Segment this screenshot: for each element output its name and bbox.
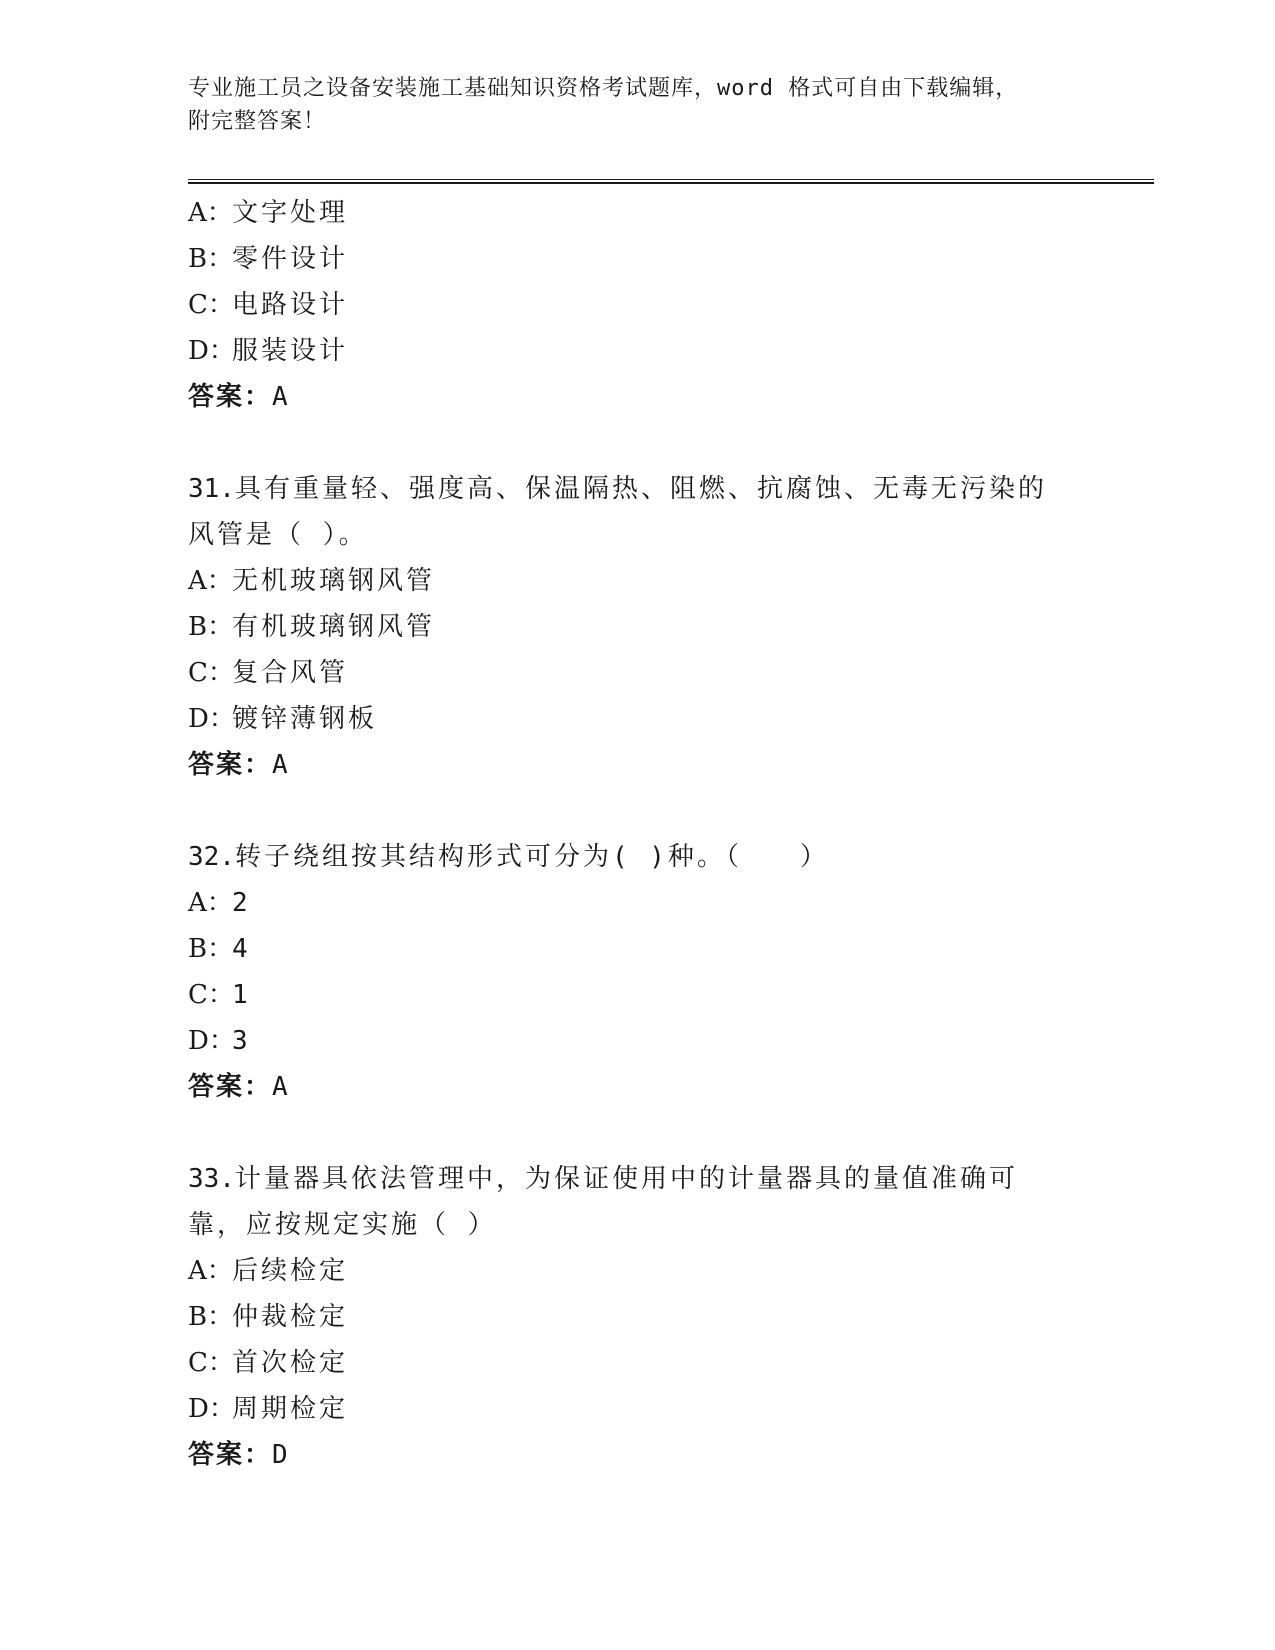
answer-line xyxy=(188,1432,1088,1478)
option-key: C： xyxy=(188,658,234,688)
answer-label: 答案： xyxy=(188,1072,273,1102)
option-text: 2 xyxy=(232,888,251,918)
option-key: A： xyxy=(188,566,233,596)
option-a xyxy=(188,880,1088,926)
option-key: A： xyxy=(188,888,233,918)
spacer xyxy=(188,1110,1088,1156)
option-key: C： xyxy=(188,980,234,1010)
option-key: B： xyxy=(188,244,234,274)
option-text: 电路设计 xyxy=(232,290,349,320)
option-key: D： xyxy=(188,704,235,734)
option-key: B： xyxy=(188,612,234,642)
spacer xyxy=(188,788,1088,834)
option-text: 有机玻璃钢风管 xyxy=(232,612,436,642)
answer-value: D xyxy=(272,1440,290,1470)
option-key: D： xyxy=(188,1026,235,1056)
question-stem xyxy=(188,1156,1068,1248)
option-d xyxy=(188,328,1088,374)
answer-line xyxy=(188,374,1088,420)
option-key: B： xyxy=(188,1302,234,1332)
option-b xyxy=(188,236,1088,282)
option-text: 4 xyxy=(232,934,251,964)
answer-line xyxy=(188,742,1088,788)
question-31 xyxy=(188,466,1088,788)
option-key: C： xyxy=(188,1348,234,1378)
document-header xyxy=(188,72,1088,138)
answer-value: A xyxy=(272,750,290,780)
option-text: 服装设计 xyxy=(232,336,349,366)
header-divider xyxy=(188,179,1154,184)
option-text: 3 xyxy=(232,1026,251,1056)
option-text: 文字处理 xyxy=(232,198,349,228)
option-c xyxy=(188,650,1088,696)
answer-label: 答案： xyxy=(188,382,273,412)
option-text: 镀锌薄钢板 xyxy=(232,704,378,734)
question-stem xyxy=(188,834,1068,880)
question-33 xyxy=(188,1156,1088,1478)
spacer xyxy=(188,420,1088,466)
question-number: 32. xyxy=(188,842,235,872)
header-line-1: 专业施工员之设备安装施工基础知识资格考试题库，word 格式可自由下载编辑， xyxy=(188,76,1019,101)
option-b xyxy=(188,1294,1088,1340)
option-a xyxy=(188,558,1088,604)
option-d xyxy=(188,696,1088,742)
answer-label: 答案： xyxy=(188,750,273,780)
answer-line xyxy=(188,1064,1088,1110)
option-d xyxy=(188,1386,1088,1432)
question-32 xyxy=(188,834,1088,1110)
option-a xyxy=(188,190,1088,236)
option-c xyxy=(188,282,1088,328)
option-text: 复合风管 xyxy=(232,658,349,688)
option-text: 周期检定 xyxy=(232,1394,349,1424)
option-key: D： xyxy=(188,336,235,366)
option-text: 零件设计 xyxy=(232,244,349,274)
option-text: 首次检定 xyxy=(232,1348,349,1378)
option-key: D： xyxy=(188,1394,235,1424)
option-key: A： xyxy=(188,1256,233,1286)
option-text: 后续检定 xyxy=(232,1256,349,1286)
option-key: A： xyxy=(188,198,233,228)
option-c xyxy=(188,972,1088,1018)
answer-label: 答案： xyxy=(188,1440,273,1470)
option-a xyxy=(188,1248,1088,1294)
question-text: 具有重量轻、强度高、保温隔热、阻燃、抗腐蚀、无毒无污染的风管是（ ）。 xyxy=(188,474,1047,550)
option-text: 1 xyxy=(232,980,251,1010)
question-number: 31. xyxy=(188,474,235,504)
question-stem xyxy=(188,466,1068,558)
option-d xyxy=(188,1018,1088,1064)
question-text: 计量器具依法管理中，为保证使用中的计量器具的量值准确可靠，应按规定实施（ ） xyxy=(188,1164,1018,1240)
option-b xyxy=(188,926,1088,972)
header-line-2: 附完整答案！ xyxy=(188,109,327,134)
answer-value: A xyxy=(272,382,290,412)
question-text: 转子绕组按其结构形式可分为( )种。（ ） xyxy=(234,842,829,872)
question-number: 33. xyxy=(188,1164,235,1194)
option-key: C： xyxy=(188,290,234,320)
question-list xyxy=(188,190,1088,1478)
answer-value: A xyxy=(272,1072,290,1102)
option-key: B： xyxy=(188,934,234,964)
option-text: 仲裁检定 xyxy=(232,1302,349,1332)
option-b xyxy=(188,604,1088,650)
option-text: 无机玻璃钢风管 xyxy=(232,566,436,596)
question-30 xyxy=(188,190,1088,420)
option-c xyxy=(188,1340,1088,1386)
